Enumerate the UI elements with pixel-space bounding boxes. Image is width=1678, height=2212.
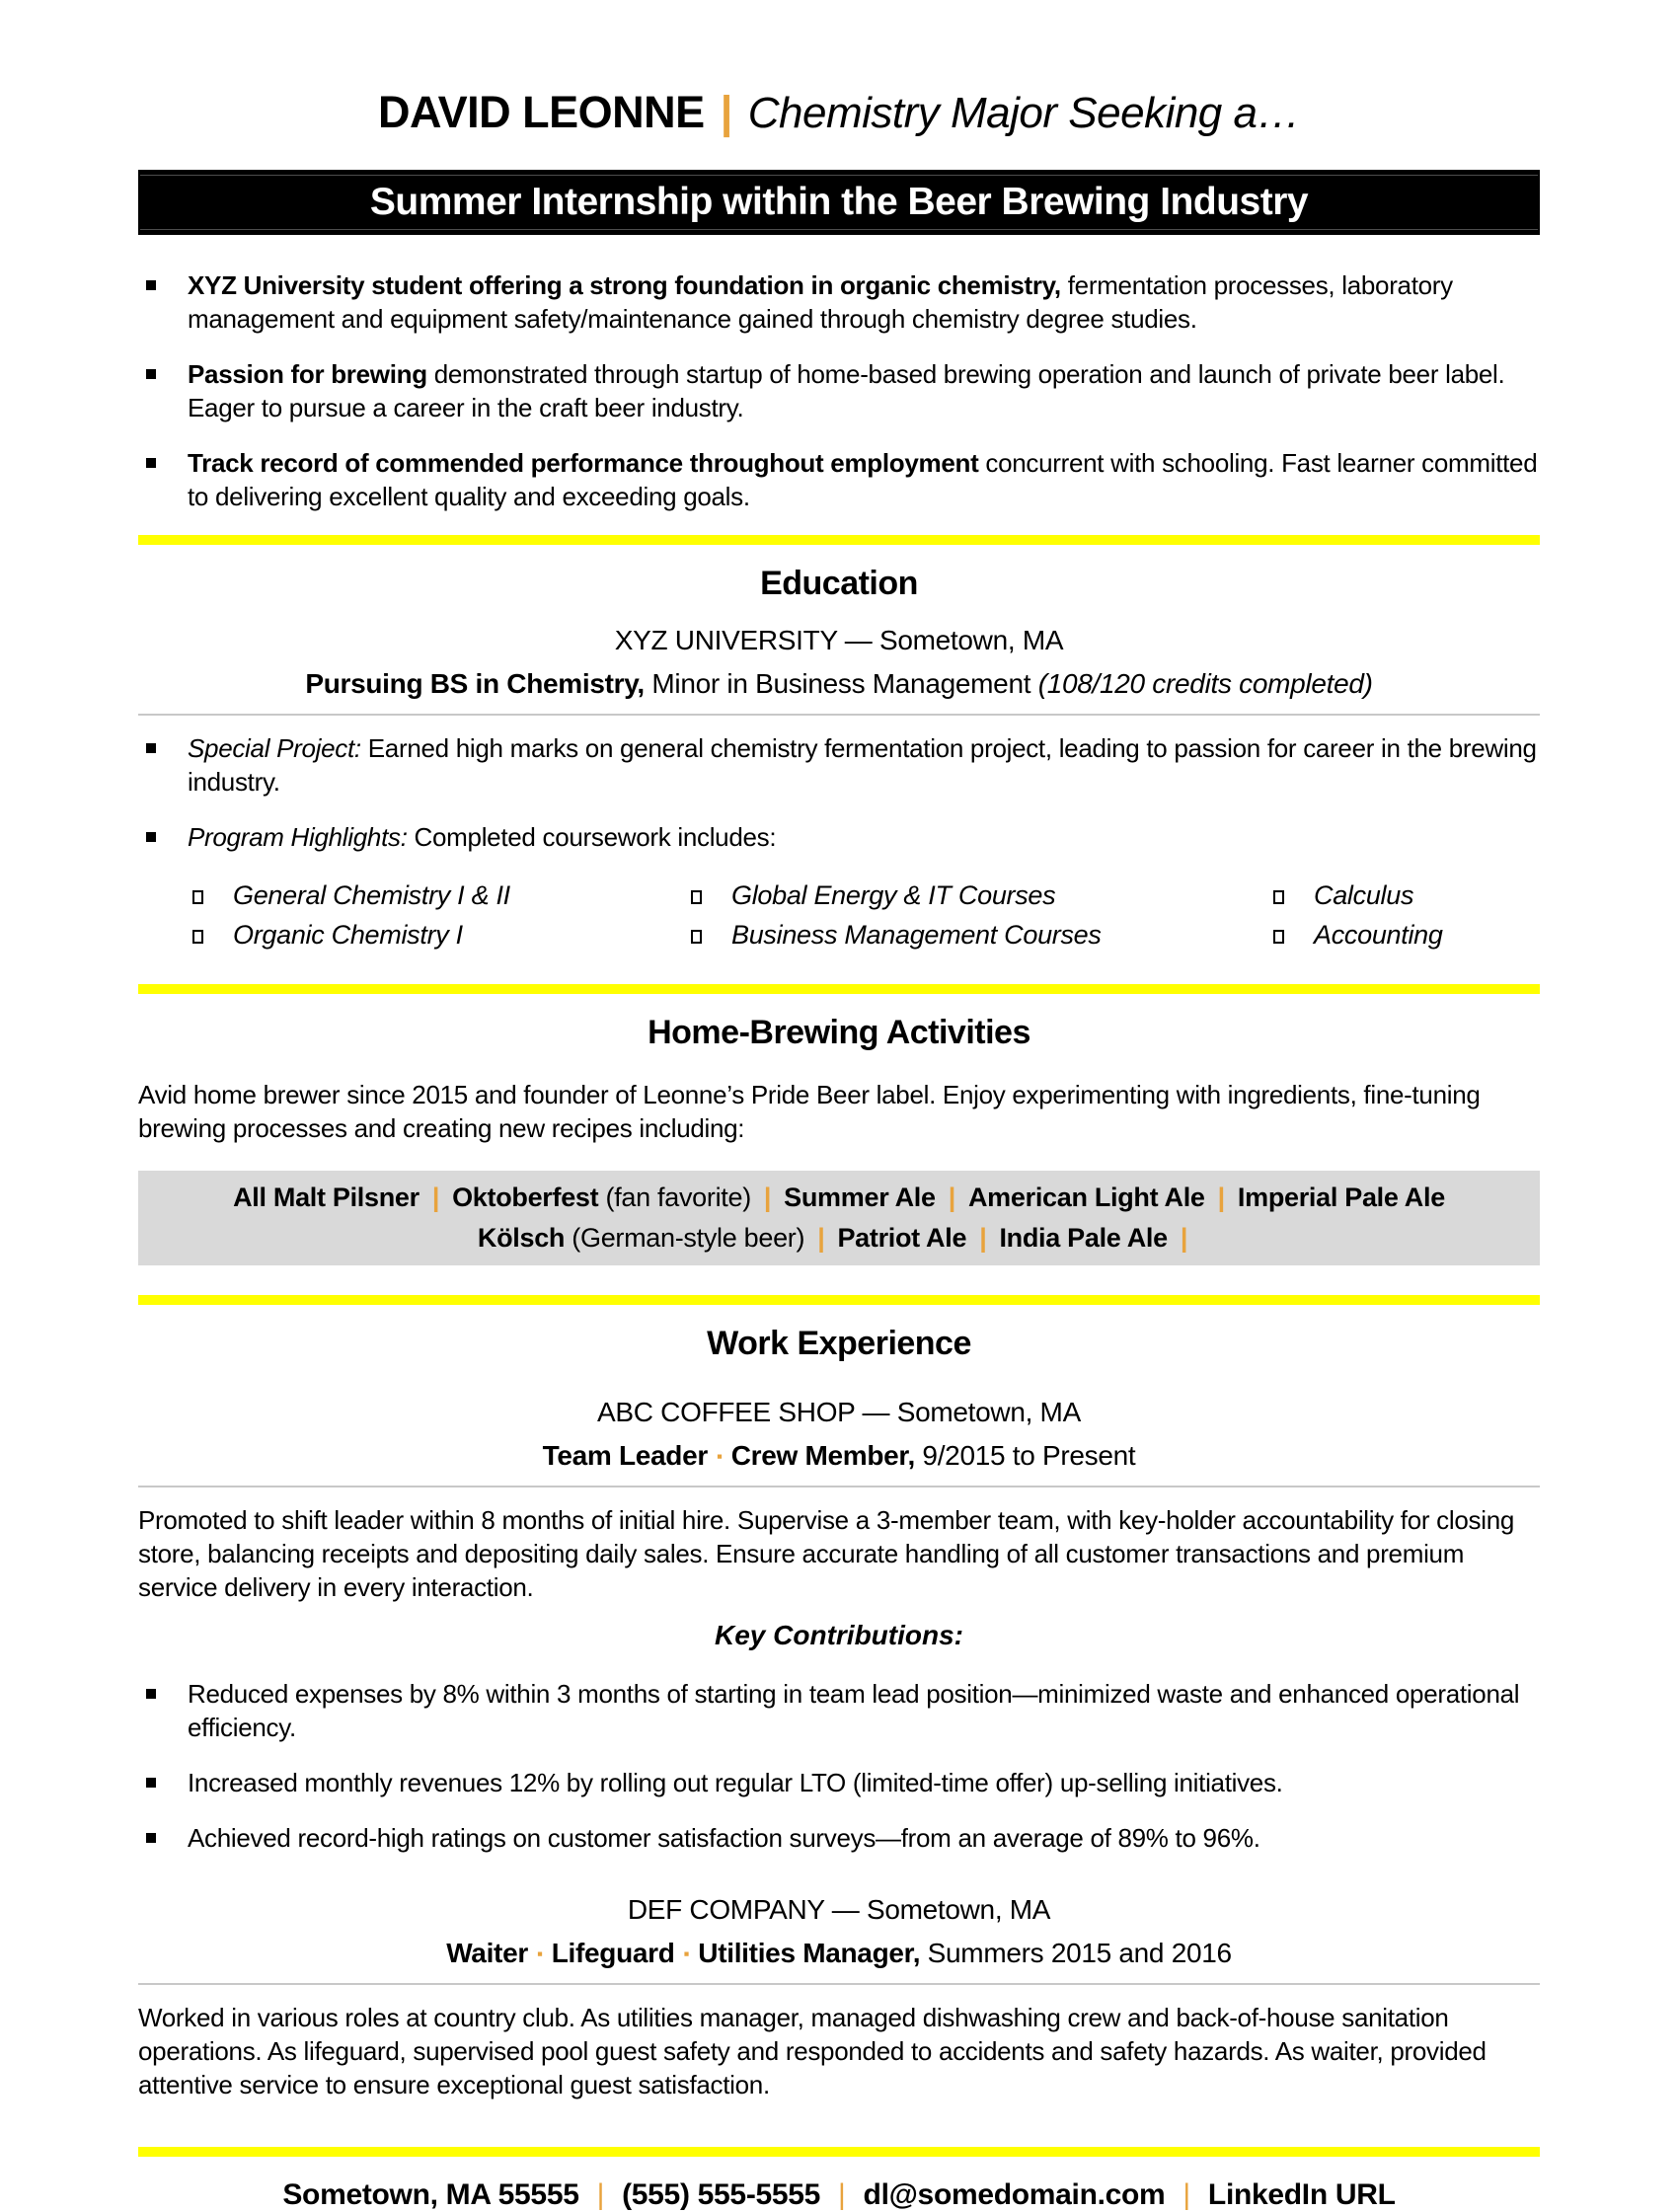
job-title: Utilities Manager,	[698, 1938, 921, 1968]
summary-bullet-lead: Track record of commended performance throughout employment	[188, 448, 979, 478]
course-label: Organic Chemistry I	[233, 920, 463, 950]
beer-pipe-separator: |	[1180, 1223, 1188, 1253]
section-divider	[138, 984, 1540, 994]
key-contribution-bullet	[138, 1677, 1540, 1744]
title-square-separator: ▪	[683, 1945, 690, 1963]
course-column	[691, 876, 1273, 954]
open-square-bullet-icon	[192, 890, 203, 904]
home-brewing-heading: Home-Brewing Activities	[648, 1014, 1030, 1051]
education-school-line: XYZ UNIVERSITY — Sometown, MA	[614, 625, 1064, 655]
job-title: Lifeguard	[551, 1938, 675, 1968]
job-company-line: DEF COMPANY — Sometown, MA	[627, 1894, 1051, 1925]
beer-name: Kölsch	[477, 1223, 566, 1253]
course-item	[1273, 876, 1540, 915]
square-bullet-icon	[146, 743, 156, 753]
course-item	[192, 876, 691, 915]
job-title-line	[138, 1440, 1540, 1472]
course-label: Global Energy & IT Courses	[731, 880, 1056, 910]
beer-note: (German-style beer)	[565, 1223, 805, 1253]
square-bullet-icon	[146, 1778, 156, 1788]
beer-row	[148, 1218, 1530, 1259]
objective-banner-text: Summer Internship within the Beer Brewing Industry	[369, 181, 1309, 223]
course-column	[192, 876, 691, 954]
open-square-bullet-icon	[691, 930, 702, 944]
education-heading: Education	[760, 565, 918, 602]
key-contributions-heading: Key Contributions:	[715, 1620, 963, 1650]
summary-bullet	[138, 446, 1540, 513]
education-bullet-lead: Special Project:	[188, 733, 361, 763]
course-item	[1273, 915, 1540, 954]
section-divider	[138, 1295, 1540, 1305]
course-label: Calculus	[1314, 880, 1414, 910]
section-divider	[138, 535, 1540, 545]
beer-note: (fan favorite)	[598, 1182, 751, 1212]
degree-minor: Minor in Business Management	[644, 668, 1038, 699]
job-company-line: ABC COFFEE SHOP — Sometown, MA	[597, 1397, 1081, 1427]
key-contribution-text: Achieved record-high ratings on customer satisfaction surveys—from an average of 89% to 96%.	[188, 1823, 1260, 1853]
beer-name: All Malt Pilsner	[233, 1182, 420, 1212]
education-degree-line	[138, 668, 1540, 700]
summary-bullet-rest: fermentation processes, laboratory management and equipment safety/maintenance gained through chemistry degree studies.	[188, 270, 1453, 334]
summary-bullet-list	[138, 268, 1540, 513]
beer-pipe-separator: |	[431, 1182, 440, 1212]
beer-pipe-separator: |	[979, 1223, 987, 1253]
open-square-bullet-icon	[691, 890, 702, 904]
beer-pipe-separator: |	[1217, 1182, 1225, 1212]
key-contribution-text: Reduced expenses by 8% within 3 months of starting in team lead position—minimized waste and enhanced operational efficiency.	[188, 1679, 1520, 1742]
work-experience-heading: Work Experience	[707, 1325, 971, 1362]
open-square-bullet-icon	[192, 930, 203, 944]
open-square-bullet-icon	[1273, 890, 1284, 904]
header-tagline: Chemistry Major Seeking a…	[747, 89, 1300, 137]
contact-location: Sometown, MA 55555	[282, 2178, 579, 2211]
beer-name: Patriot Ale	[837, 1223, 967, 1253]
summary-bullet-lead: XYZ University student offering a strong foundation in organic chemistry,	[188, 270, 1061, 300]
job-title-line	[138, 1938, 1540, 1969]
summary-bullet-rest: concurrent with schooling. Fast learner committed to delivering excellent quality and exceeding goals.	[188, 448, 1538, 511]
square-bullet-icon	[146, 1689, 156, 1699]
education-bullet	[138, 731, 1540, 799]
course-label: Accounting	[1314, 920, 1443, 950]
summary-bullet-lead: Passion for brewing	[188, 359, 427, 389]
education-bullet-rest: Earned high marks on general chemistry fermentation project, leading to passion for career in the brewing industry.	[188, 733, 1537, 797]
footer-pipe-separator: |	[596, 2178, 605, 2211]
beer-pipe-separator: |	[817, 1223, 825, 1253]
degree-credits-note: (108/120 credits completed)	[1037, 668, 1373, 699]
thin-divider	[138, 1486, 1540, 1487]
square-bullet-icon	[146, 458, 156, 468]
education-bullet-rest: Completed coursework includes:	[407, 822, 777, 852]
course-item	[192, 915, 691, 954]
home-brewing-intro: Avid home brewer since 2015 and founder of Leonne’s Pride Beer label. Enjoy experimenting with ingredients, fine-tuning brewing processes and creating new recipes including:	[138, 1080, 1481, 1143]
title-square-separator: ▪	[716, 1447, 723, 1466]
job-dates: Summers 2015 and 2016	[920, 1938, 1232, 1968]
beer-name: Oktoberfest	[452, 1182, 599, 1212]
contact-linkedin: LinkedIn URL	[1207, 2178, 1396, 2211]
objective-banner	[138, 170, 1540, 235]
square-bullet-icon	[146, 280, 156, 290]
education-bullet	[138, 820, 1540, 854]
course-item	[691, 876, 1273, 915]
job-title: Crew Member,	[730, 1440, 915, 1471]
square-bullet-icon	[146, 369, 156, 379]
summary-bullet-rest: demonstrated through startup of home-based brewing operation and launch of private beer label. Eager to pursue a career in the craft beer industry.	[188, 359, 1505, 422]
beer-list-box	[138, 1171, 1540, 1265]
contact-phone: (555) 555-5555	[622, 2178, 821, 2211]
course-label: Business Management Courses	[731, 920, 1102, 950]
candidate-name: DAVID LEONNE	[378, 87, 705, 137]
degree-title: Pursuing BS in Chemistry,	[305, 668, 645, 699]
footer-pipe-separator: |	[1182, 2178, 1190, 2211]
header-pipe-separator: |	[720, 87, 732, 137]
beer-pipe-separator: |	[763, 1182, 772, 1212]
contact-footer	[138, 2178, 1540, 2212]
key-contribution-bullet	[138, 1821, 1540, 1855]
thin-divider	[138, 1983, 1540, 1985]
course-item	[691, 915, 1273, 954]
beer-name: India Pale Ale	[999, 1223, 1168, 1253]
job-dates: 9/2015 to Present	[914, 1440, 1136, 1471]
footer-pipe-separator: |	[838, 2178, 846, 2211]
beer-name: Imperial Pale Ale	[1237, 1182, 1445, 1212]
key-contribution-bullet	[138, 1766, 1540, 1799]
key-contribution-text: Increased monthly revenues 12% by rolling out regular LTO (limited-time offer) up-selling initiatives.	[188, 1768, 1283, 1797]
title-square-separator: ▪	[536, 1945, 543, 1963]
contact-email: dl@somedomain.com	[863, 2178, 1166, 2211]
job-summary: Worked in various roles at country club. As utilities manager, managed dishwashing crew and back-of-house sanitation operations. As lifeguard, supervised pool guest safety and responded to accidents and safety hazards. As waiter, provided attentive service to ensure exceptional guest satisfaction.	[138, 2003, 1487, 2099]
header	[138, 87, 1540, 138]
course-column	[1273, 876, 1540, 954]
open-square-bullet-icon	[1273, 930, 1284, 944]
summary-bullet	[138, 357, 1540, 424]
square-bullet-icon	[146, 832, 156, 842]
job-title: Waiter	[446, 1938, 528, 1968]
section-divider	[138, 2147, 1540, 2157]
summary-bullet	[138, 268, 1540, 336]
course-list	[138, 876, 1540, 954]
thin-divider	[138, 714, 1540, 716]
job-summary: Promoted to shift leader within 8 months of initial hire. Supervise a 3-member team, with key-holder accountability for closing store, balancing receipts and depositing daily sales. Ensure accurate handling of all customer transactions and premium service delivery in every interaction.	[138, 1505, 1515, 1602]
beer-row	[148, 1178, 1530, 1218]
beer-pipe-separator: |	[948, 1182, 955, 1212]
beer-name: Summer Ale	[784, 1182, 936, 1212]
square-bullet-icon	[146, 1833, 156, 1843]
education-bullet-lead: Program Highlights:	[188, 822, 408, 852]
course-label: General Chemistry I & II	[233, 880, 510, 910]
job-title: Team Leader	[542, 1440, 708, 1471]
beer-name: American Light Ale	[967, 1182, 1205, 1212]
key-contributions-list	[138, 1677, 1540, 1855]
education-bullet-list	[138, 731, 1540, 854]
